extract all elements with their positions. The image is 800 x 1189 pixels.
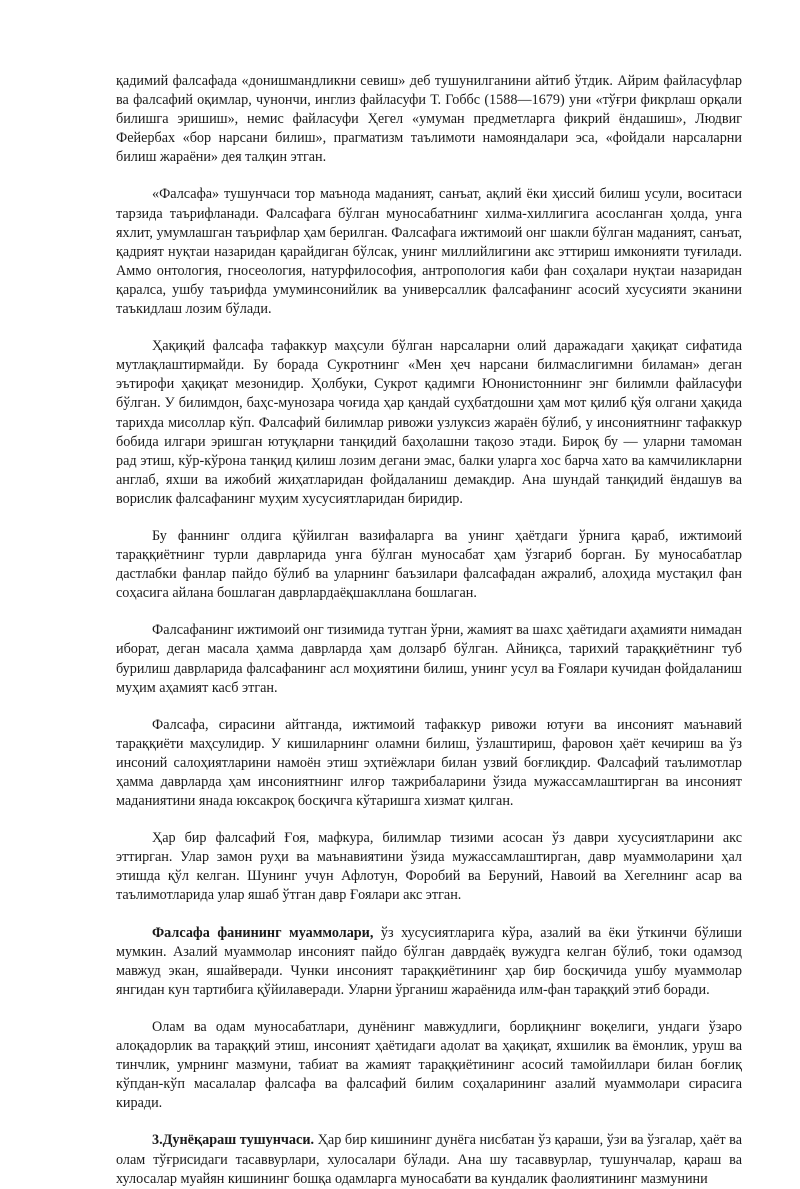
paragraph-text: Фалсафанинг ижтимоий онг тизимида тутган ўрни, жамият ва шахс ҳаётидаги аҳамияти нимадан иборат, деган масала ҳамма даврларда ҳам долзарб бўлган. Айниқса, тарихий тараққиётнинг туб бурилиш даврларида фалсафанинг асл моҳиятини билиш, унинг усул ва Ғоялари кучидан фойдаланиш муҳим аҳамият касб этган. <box>116 622 742 696</box>
paragraph-7 <box>116 829 742 905</box>
paragraph-9 <box>116 1018 742 1113</box>
paragraph-text: Ҳар бир кишининг дунёга нисбатан ўз қараши, ўзи ва ўзгалар, ҳаёт ва олам тўғрисидаги тасаввурлари, хулосалари бўлади. Ана шу тасаввурлар, тушунчалар, қараш ва хулосалар муайян кишининг бошқа одамларга муносабати ва кундалик фаолиятининг мазмунини <box>116 1132 742 1187</box>
paragraph-10 <box>116 1131 742 1188</box>
paragraph-6 <box>116 716 742 811</box>
paragraph-4 <box>116 527 742 603</box>
paragraph-3 <box>116 337 742 509</box>
paragraph-text: ўз хусусиятларига кўра, азалий ва ёки ўткинчи бўлиши мумкин. Азалий муаммолар инсоният пайдо бўлган даврдаёқ вужудга келган бўлиб, токи одамзод мавжуд экан, яшайверади. Чунки инсоният тараққиётининг ҳар бир босқичида ушбу муаммолар янгидан кун тартибига қўйилаверади. Уларни ўрганиш жараёнида илм-фан тараққий этиб боради. <box>116 924 742 998</box>
paragraph-text: қадимий фалсафада «донишмандликни севиш» деб тушунилганини айтиб ўтдик. Айрим файласуфлар ва фалсафий оқимлар, чунончи, инглиз файласуфи Т. Гоббс (1588—1679) уни «тўғри фикрлаш орқали билишга эришиш», немис файласуфи Ҳегел «умуман предметларга фикрий ёндашиш», Людвиг Фейербах «бор нарсани билиш», прагматизм таълимоти намояндалари эса, «фойдали нарсаларни билиш жараёни» дея талқин этган. <box>116 73 742 166</box>
paragraph-text: Олам ва одам муносабатлари, дунёнинг мавжудлиги, борлиқнинг воқелиги, ундаги ўзаро алоқадорлик ва тараққий этиш, инсоният ҳаётидаги адолат ва ҳақиқат, яхшилик ва ёмонлик, уруш ва тинчлик, умрнинг мазмуни, табиат ва жамият тараққиётининг асосий тамойиллари билан боғлиқ кўпдан-кўп масалалар фалсафа ва фалсафий билим соҳаларининг азалий муаммолари сирасига киради. <box>116 1018 742 1112</box>
paragraph-5 <box>116 621 742 697</box>
paragraph-text: Ҳақиқий фалсафа тафаккур маҳсули бўлган нарсаларни олий даражадаги ҳақиқат сифатида мутлақлаштирмайди. Бу борада Сукротнинг «Мен ҳеч нарсани билмаслигимни биламан» деган эътирофи ҳақиқат мезонидир. Ҳолбуки, Сукрот қадимги Юнонистоннинг энг билимли файласуфи бўлган. У билимдон, баҳс-мунозара чоғида ҳар қандай суҳбатдошни ҳам мот қилиб қўя олгани ҳақида тарихда мисоллар кўп. Фалсафий билимлар ривожи узлуксиз жараён бўлиб, у инсониятнинг тафаккур бобида илгари эришган ютуқларни танқидий баҳолашни тақозо этади. Бироқ бу — уларни тамоман рад этиш, кўр-кўрона танқид қилиш лозим дегани эмас, балки уларга хос барча хато ва камчиликларни англаб, яхши ва ижобий жиҳатларидан фойдаланиш демакдир. Ана шундай танқидий ёндашув ва ворислик фалсафанинг муҳим хусусиятларидан биридир. <box>116 338 742 507</box>
section-heading-bold: 3.Дунёқараш тушунчаси. <box>152 1132 315 1149</box>
paragraph-lead-bold: Фалсафа фанининг муаммолари, <box>152 924 374 941</box>
paragraph-text: Фалсафа, сирасини айтганда, ижтимоий тафаккур ривожи ютуғи ва инсоният маънавий тараққиёти маҳсулидир. У кишиларнинг оламни билиш, ўзлаштириш, фаровон ҳаёт кечириш ва ўз инсоний салоҳиятларини намоён этиш эҳтиёжлари билан узвий боғлиқдир. Фалсафий таълимотлар ҳамма даврларда ҳам инсониятнинг илғор тажрибаларини ўзида мужассамлаштирган ва инсоният маданиятини янада юксакроқ босқичга кўтаришга хизмат қилган. <box>116 716 742 810</box>
paragraph-1 <box>116 72 742 167</box>
paragraph-text: «Фалсафа» тушунчаси тор маънода маданият, санъат, ақлий ёки ҳиссий билиш усули, воситаси тарзида таърифланади. Фалсафага бўлган муносабатнинг хилма-хиллигига асосланган ҳолда, унга яхлит, умумлашган таърифлар ҳам берилган. Фалсафага ижтимоий онг шакли бўлган маданият, санъат, қадрият нуқтаи назаридан қарайдиган бўлсак, унинг миллийлигини акс эттириш имконияти туғилади. Аммо онтология, гносеология, натурфилософия, антропология каби фан соҳалари нуқтаи назаридан қаралса, ушбу таърифда умуминсонийлик ва универсаллик фалсафанинг асосий хусусияти эканини таъкидлаш лозим бўлади. <box>116 186 742 318</box>
paragraph-2 <box>116 185 742 319</box>
paragraph-text: Бу фаннинг олдига қўйилган вазифаларга ва унинг ҳаётдаги ўрнига қараб, ижтимоий тараққиётнинг турли даврларида унга бўлган муносабат ҳам ўзгариб борган. Бу муносабатлар дастлабки фанлар пайдо бўлиб ва уларнинг баъзилари фалсафадан ажралиб, алоҳида мустақил фан соҳасига айлана бошлаган даврлардаёқшакллана бошлаган. <box>116 527 742 602</box>
paragraph-8 <box>116 924 742 1000</box>
paragraph-text: Ҳар бир фалсафий Ғоя, мафкура, билимлар тизими асосан ўз даври хусусиятларини акс эттирган. Улар замон руҳи ва маънавиятини ўзида мужассамлаштирган, давр муаммоларини ҳал этишда қўл келган. Шунинг учун Афлотун, Форобий ва Беруний, Навоий ва Хегелнинг асар ва таълимотларида улар яшаб ўтган давр Ғоялари акс этган. <box>116 830 742 904</box>
